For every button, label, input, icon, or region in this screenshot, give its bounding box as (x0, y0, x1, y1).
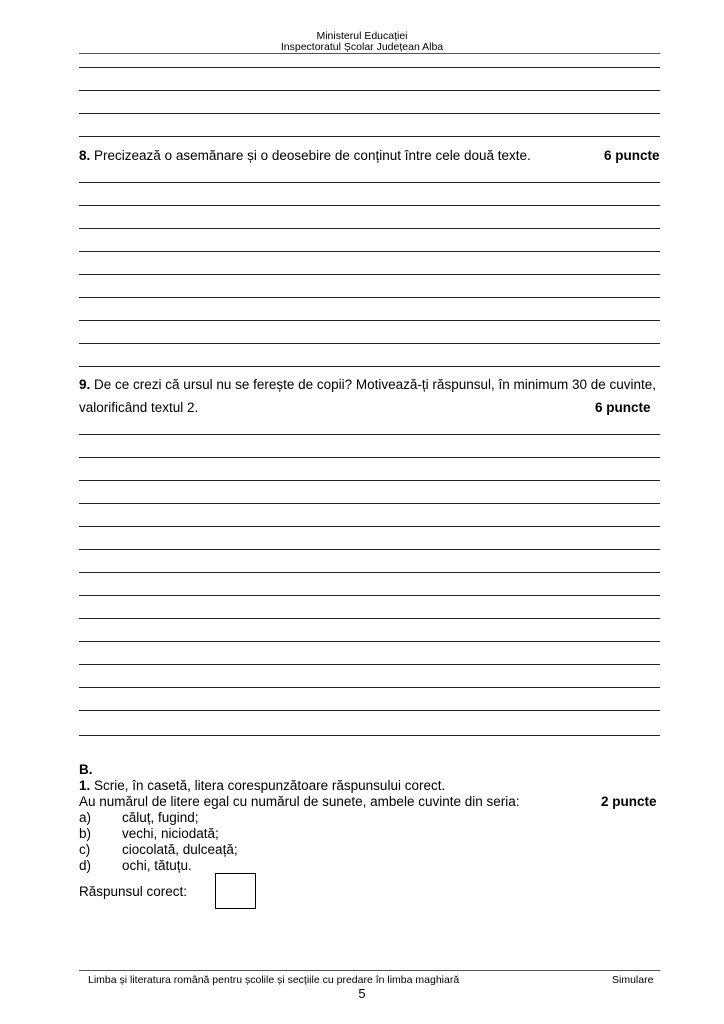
section-b-q1-instruction-text: Scrie, în casetă, litera corespunzătoare răspunsului corect. (94, 778, 446, 793)
question-8-points: 6 puncte (604, 148, 660, 163)
question-9-line2: valorificând textul 2. (79, 400, 199, 415)
question-9-number: 9. (79, 377, 91, 392)
answer-line[interactable] (79, 595, 660, 596)
answer-line[interactable] (79, 205, 660, 206)
option-d-letter: d) (79, 858, 92, 873)
option-d-text: ochi, tătuțu. (122, 858, 192, 873)
section-b-q1-instruction (79, 778, 445, 794)
section-b-q1-text: Au numărul de litere egal cu numărul de sunete, ambele cuvinte din seria: (79, 794, 520, 809)
answer-line[interactable] (79, 434, 660, 435)
answer-line[interactable] (79, 710, 660, 711)
question-9-line1 (79, 377, 656, 393)
answer-line[interactable] (79, 320, 660, 321)
header-inspectorate: Inspectoratul Școlar Județean Alba (280, 41, 444, 53)
section-b-label: B. (79, 762, 93, 777)
answer-line[interactable] (79, 90, 660, 91)
footer-subject: Limba și literatura română pentru școlile și secțiile cu predare în limba maghiară (88, 974, 460, 986)
section-b-q1-points: 2 puncte (601, 794, 657, 809)
answer-line[interactable] (79, 687, 660, 688)
answer-line[interactable] (79, 274, 660, 275)
footer-exam-type: Simulare (612, 974, 654, 986)
section-b-q1-number: 1. (79, 778, 91, 793)
answer-line[interactable] (79, 664, 660, 665)
option-c-letter: c) (79, 842, 91, 857)
option-c-text: ciocolată, dulceață; (122, 842, 238, 857)
question-8-text: Precizează o asemănare și o deosebire de conținut între cele două texte. (94, 148, 531, 163)
answer-line[interactable] (79, 641, 660, 642)
answer-line[interactable] (79, 526, 660, 527)
answer-line[interactable] (79, 480, 660, 481)
page-number: 5 (358, 986, 366, 1001)
answer-line[interactable] (79, 572, 660, 573)
answer-line[interactable] (79, 136, 660, 137)
answer-line[interactable] (79, 343, 660, 344)
answer-line[interactable] (79, 182, 660, 183)
answer-box[interactable] (215, 873, 256, 909)
answer-line[interactable] (79, 297, 660, 298)
footer-divider (79, 970, 660, 971)
option-a-text: căluț, fugind; (122, 810, 199, 825)
option-b-text: vechi, niciodată; (122, 826, 219, 841)
answer-line[interactable] (79, 503, 660, 504)
answer-line[interactable] (79, 366, 660, 367)
answer-label: Răspunsul corect: (79, 884, 188, 899)
answer-line[interactable] (79, 67, 660, 68)
answer-line[interactable] (79, 549, 660, 550)
option-a-letter: a) (79, 810, 92, 825)
answer-line[interactable] (79, 228, 660, 229)
answer-line[interactable] (79, 457, 660, 458)
answer-line[interactable] (79, 113, 660, 114)
question-9-points: 6 puncte (595, 400, 651, 415)
question-9-text: De ce crezi că ursul nu se ferește de copii? Motivează-ți răspunsul, în minimum 30 de cuvinte, (94, 377, 657, 392)
header-divider (79, 53, 660, 54)
answer-line[interactable] (79, 618, 660, 619)
answer-line[interactable] (79, 735, 660, 736)
question-8-number: 8. (79, 148, 91, 163)
header-ministry: Ministerul Educației (316, 30, 408, 42)
answer-line[interactable] (79, 251, 660, 252)
option-b-letter: b) (79, 826, 92, 841)
question-8 (79, 148, 531, 164)
